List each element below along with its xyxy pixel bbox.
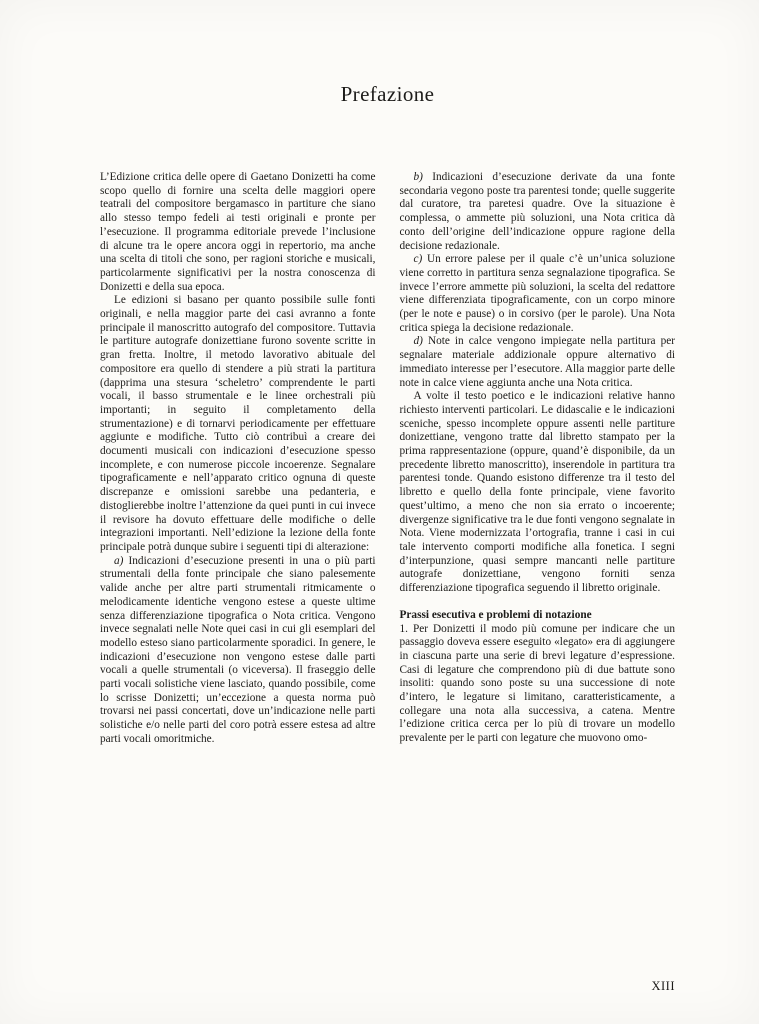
item-d-marker: d) xyxy=(413,335,423,348)
item-b-text: Indicazioni d’esecuzione derivate da una fonte secondaria vegono poste tra parentesi tonde; quelle suggerite dal curatore, tra paretesi quadre. Ove la situazione è complessa, o ammette più soluzioni, una Nota critica dà conto dell’origine dell’indicazione oppure ragione della decisione redazionale. xyxy=(399,171,675,252)
page-number: XIII xyxy=(651,979,675,993)
item-c-marker: c) xyxy=(413,253,423,266)
paragraph-item-b xyxy=(400,171,676,253)
paragraph-intro: L’Edizione critica delle opere di Gaetano Donizetti ha come scopo quello di fornire una scelta delle maggiori opere teatrali del compositore bergamasco in partiture che siano allo stesso tempo fedeli ai testi originali e pronte per l’esecuzione. Il programma editoriale prevede l’inclusione di alcune tra le opere ancora oggi in repertorio, ma anche una scelta di titoli che sono, per ragioni storiche e musicali, particolarmente significativi per la nostra conoscenza di Donizetti e della sua epoca. xyxy=(100,171,376,293)
paragraph-poetico: A volte il testo poetico e le indicazioni relative hanno richiesto interventi particolari. Le didascalie e le indicazioni sceniche, spesso incomplete oppure assenti nelle partiture donizettiane, vengono tratte dal libretto stampato per la prima rappresentazione (oppure, quand’è disponibile, da un precedente libretto manoscritto), inserendole in partitura tra parentesi tonde. Quando esistono differenze tra il testo del libretto e quello della fonte principale, viene favorito quest’ultimo, a meno che non sia errato o incoerente; divergenze significative tra le due fonti vengono segnalate in Nota. Viene modernizzata l’ortografia, tranne i casi in cui tale intervento comporti modifiche alla fonetica. I segni d’interpunzione, quasi sempre mancanti nelle partiture autografe donizettiane, vengono forniti senza differenziazione tipografica seguendo il libretto originale. xyxy=(399,390,675,595)
section-heading: Prassi esecutiva e problemi di notazione xyxy=(399,608,592,621)
text-columns xyxy=(100,171,675,747)
paragraph-item-d xyxy=(400,335,676,390)
paragraph-item-a xyxy=(100,555,376,747)
item-b-marker: b) xyxy=(413,171,423,183)
left-column xyxy=(100,171,376,747)
paragraph-item-c xyxy=(400,253,676,335)
item-a-marker: a) xyxy=(114,554,124,567)
item-d-text: Note in calce vengono impiegate nella partitura per segnalare materiale addizionale oppure alternativo di immediato interesse per l’esecutore. Alla maggior parte delle note in calce viene aggiunta anche una Nota critica. xyxy=(399,335,675,389)
item-c-text: Un errore palese per il quale c’è un’unica soluzione viene corretto in partitura senza segnalazione tipografica. Se invece l’errore ammette più soluzioni, la scelta del redattore viene differenziata tipograficamente, con un corpo minore (per le note e pause) o in corsivo (per le parole). Una Nota critica spiega la decisione redazionale. xyxy=(399,253,675,334)
right-column xyxy=(400,171,676,747)
page-title: Prefazione xyxy=(340,82,435,106)
paragraph-prassi: 1. Per Donizetti il modo più comune per indicare che un passaggio doveva essere eseguito «legato» era di aggiungere in ciascuna parte una serie di brevi legature d’espressione. Casi di legature che comprendono più di due battute sono insoliti: quando sono poste su una successione di note d’intero, le legature si limitano, caratteristicamente, a collegare una nota alla successiva, a catena. Mentre l’edizione critica cerca per lo più di trovare un modello prevalente per le parti con legature che muovono omo- xyxy=(399,622,675,745)
item-a-text: Indicazioni d’esecuzione presenti in una o più parti strumentali della fonte principale che siano palesemente valide anche per altre parti strumentali ritmicamente o melodicamente identiche vengono estese a queste ultime senza differenziazione tipografica o Nota critica. Vengono invece segnalati nelle Note quei casi in cui gli esemplari del modello esteso siano particolarmente sporadici. In genere, le indicazioni d’esecuzione non vengono estese dalle parti vocali a quelle strumentali (o viceversa). Il fraseggio delle parti vocali solistiche viene lasciato, quando possibile, come lo scrisse Donizetti; un’eccezione a questa norma può trovarsi nei passi concertati, dove un’indicazione nelle parti solistiche e/o nelle parti del coro potrà essere estesa ad altre parti vocali omoritmiche. xyxy=(100,554,376,745)
paragraph-editions: Le edizioni si basano per quanto possibile sulle fonti originali, e nella maggior parte dei casi avranno a fonte principale il manoscritto autografo del compositore. Tuttavia le partiture autografe donizettiane furono sovente scritte in gran fretta. Inoltre, il metodo lavorativo abituale del compositore era quello di stendere a più strati la partitura (dapprima una stesura ‘scheletro’ comprendente le parti vocali, il basso strumentale e le linee orchestrali più importanti; in seguito il completamento della strumentazione) e di tornarvi periodicamente per effettuare aggiunte e modifiche. Tutto ciò contribuì a creare dei documenti musicali con indicazioni d’esecuzione spesso incomplete, e con numerose piccole incoerenze. Segnalare tipograficamente e nell’apparato critico ognuna di queste discrepanze e omissioni sarebbe una pedanteria, e distoglierebbe inoltre l’attenzione da quei punti in cui invece il revisore ha dovuto effettuare delle modifiche o delle integrazioni importanti. Nell’edizione la lezione della fonte principale potrà dunque subire i seguenti tipi di alterazione: xyxy=(100,294,376,553)
